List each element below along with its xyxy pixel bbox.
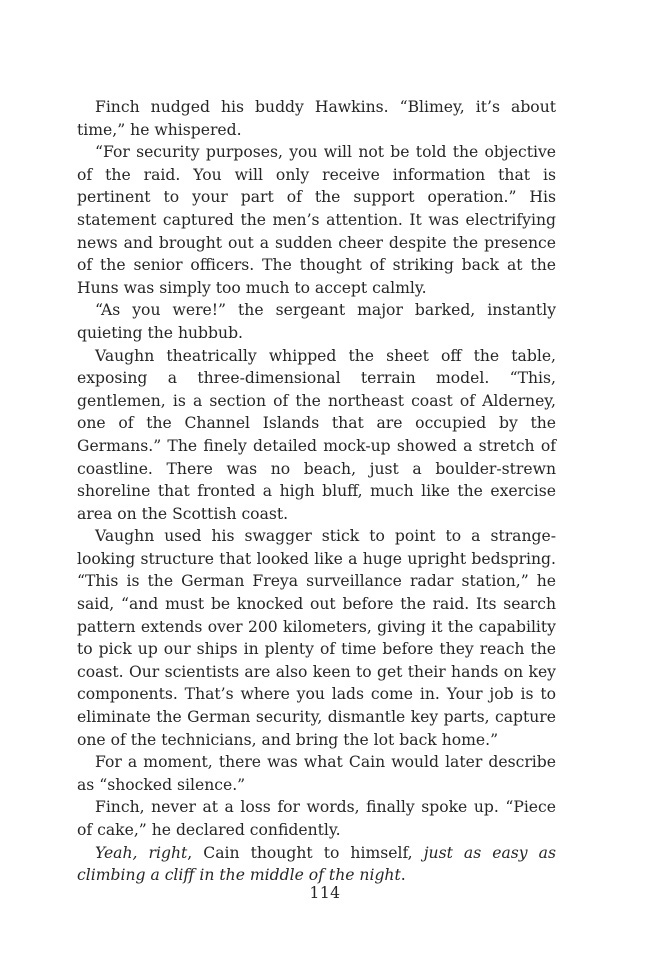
paragraph: Vaughn theatrically whipped the sheet off the table, exposing a three-dimensional terrain model. “This, gentlemen, is a section of the northeast coast of Alderney, one of the Channel Islands that are occupied by the Germans.” The finely detailed mock-up showed a stretch of coastline. There was no beach, just a boulder-strewn shoreline that fronted a high bluff, much like the exercise area on the Scottish coast.	[77, 346, 556, 523]
text-run: .	[400, 866, 406, 885]
paragraph: For a moment, there was what Cain would later describe as “shocked silence.”	[77, 753, 556, 794]
paragraph: Finch nudged his buddy Hawkins. “Blimey, it’s about time,” he whispered.	[77, 98, 556, 139]
book-page-body	[77, 96, 556, 887]
paragraph: Vaughn used his swagger stick to point to a strange-looking structure that looked like a huge upright bedspring. “This is the German Freya surveillance radar station,” he said, “and must be knocked out before the raid. Its search pattern extends over 200 kilometers, giving it the capability to pick up our ships in plenty of time before they reach the coast. Our scientists are also keen to get their hands on key components. That’s where you lads come in. Your job is to eliminate the German security, dismantle key parts, capture one of the technicians, and bring the lot back home.”	[77, 527, 556, 749]
italic-phrase: Yeah, right	[95, 843, 188, 862]
text-run: , Cain thought to himself,	[187, 843, 424, 862]
page-number: 114	[309, 884, 341, 902]
paragraph: “For security purposes, you will not be told the objective of the raid. You will only receive information that is pertinent to your part of the support operation.” His statement captured the men’s attention. It was electrifying news and brought out a sudden cheer despite the presence of the senior officers. The thought of striking back at the Huns was simply too much to accept calmly.	[77, 143, 556, 297]
italic-phrase: just as easy as climbing a cliff in the middle of the night	[77, 843, 556, 885]
paragraph: Finch, never at a loss for words, finally spoke up. “Piece of cake,” he declared confidently.	[77, 798, 556, 839]
final-paragraph	[77, 842, 556, 887]
paragraph: “As you were!” the sergeant major barked, instantly quieting the hubbub.	[77, 301, 556, 342]
